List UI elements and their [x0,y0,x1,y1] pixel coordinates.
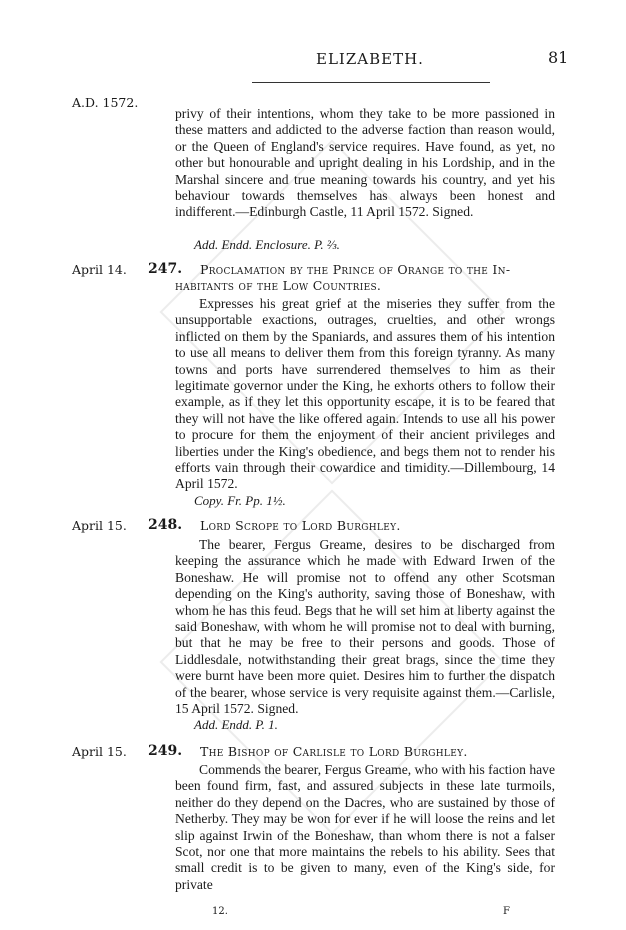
continued-entry-paragraph: privy of their intentions, whom they take to be more passioned in these matters and addicted to the adverse faction than reason would, or the Queen of England's service requires. Have found, as yet, no other but honourable and upright dealing in his Lordship, and in the Marshal sincere and true meaning towards his country, and yet his behaviour towards themselves has always been honest and indifferent.—Edinburgh Castle, 11 April 1572. Signed. [175,106,555,220]
entry-249-number: 249. [148,743,183,759]
header-rule [252,82,490,83]
entry-247-paragraph: Expresses his great grief at the miseries they suffer from the unsupportable exactions, outrages, cruelties, and other wrongs inflicted on them by the Spaniards, and assures them of his intention to use all means to deliver them from this foreign tyranny. As many towns and ports have surrendered themselves to him as their legitimate governor under the King, he exhorts others to follow their example, as if they let this opportunity escape, it is to be feared that they will not have the like offered again. Intends to use all his power to procure for them the enjoyment of their ancient privileges and liberties under the King's obedience, and begs them not to render his efforts vain through their cowardice and timidity.—Dillembourg, 14 April 1572. [175,296,555,492]
entry-247-number: 247. [148,261,183,277]
gathering-mark: F [503,906,510,917]
entry-247-date: April 14. [72,262,127,277]
entry-248-heading: Lord Scrope to Lord Burghley. [200,518,401,533]
signature-mark: 12. [212,906,228,917]
entry-247-heading-2: habitants of the Low Countries. [175,278,382,293]
entry-249-paragraph: Commends the bearer, Fergus Greame, who with his faction have been found firm, fast, and assured subjects in these late turmoils, neither do they depend on the Dacres, who are sustained by those of Netherby. They may be won for ever if he will loose the reins and let slip against Irwin of the Boneshaw, than whom there is not a falser Scot, nor one that more maintains the rebels to his ability. Sees that small credit is to be given to many, even of the King's side, for private [175,762,555,892]
entry-247-text [175,296,555,493]
entry-247-note: Copy. Fr. Pp. 1½. [194,493,286,508]
continued-entry-note: Add. Endd. Enclosure. P. ⅔. [194,237,340,252]
entry-249-heading: The Bishop of Carlisle to Lord Burghley. [200,744,468,759]
entry-248-paragraph: The bearer, Fergus Greame, desires to be discharged from keeping the assurance which he made with Edward Irwen of the Boneshaw. He will promise not to offend any other Scotsman depending on the King's authority, saving those of Boneshaw, with whom he has this feud. Begs that he will set him at liberty against the said Boneshaw, with whom he will promise not to deal with burning, but that he may be free to their persons and goods. Those of Liddlesdale, notwithstanding their great brags, since the time they were burnt have been more quiet. Desires him to further the dispatch of the bearer, whose service is very requisite against them.—Carlisle, 15 April 1572. Signed. [175,537,555,717]
entry-249-date: April 15. [72,744,127,759]
entry-248-date: April 15. [72,518,127,533]
entry-249-text [175,762,555,893]
page-number: 81 [548,48,569,67]
page-header-title: ELIZABETH. [316,50,424,68]
margin-date-ad: A.D. 1572. [72,95,139,110]
entry-248-text [175,537,555,717]
continued-entry-text [175,106,555,221]
entry-248-note: Add. Endd. P. 1. [194,717,278,732]
entry-248-number: 248. [148,517,183,533]
entry-247-heading-1: Proclamation by the Prince of Orange to the In- [200,262,511,277]
